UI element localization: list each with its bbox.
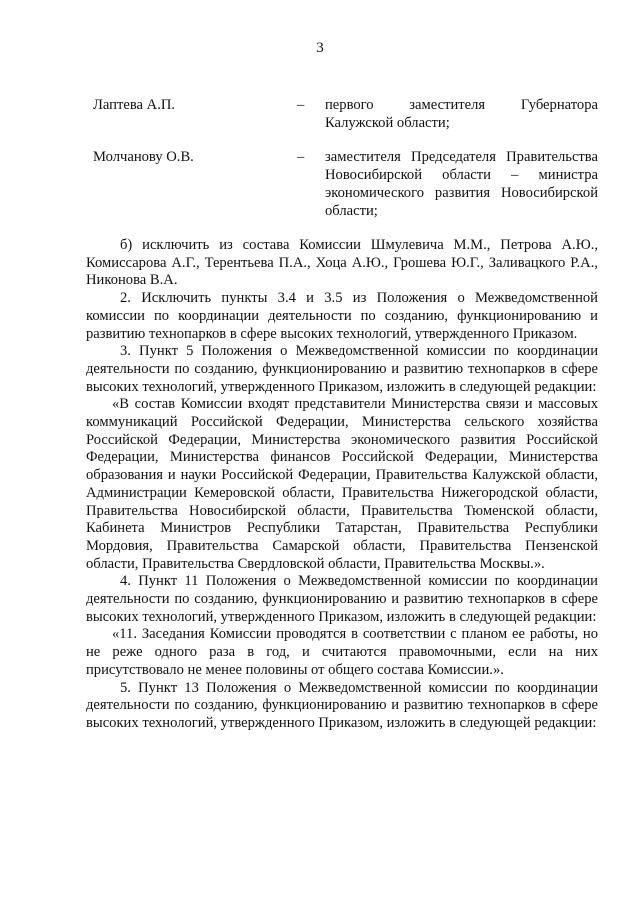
member-role: первого заместителя Губернатора Калужской области; [325, 97, 598, 131]
paragraph-item-5: 5. Пункт 13 Положения о Межведомственной комиссии по координации деятельности по созданию, функционированию и развитию технопарков в сфере высоких технологий, утвержденного Приказом, изложить в следующей редакции: [86, 679, 598, 731]
member-name: Молчанову О.В. [93, 149, 194, 165]
quoted-clause-11: «11. Заседания Комиссии проводятся в соответствии с планом ее работы, но не реже одного раза в год, и считаются правомочными, если на них присутствовало не менее половины от общего состава Комиссии.». [86, 626, 598, 678]
quoted-clause-5: «В состав Комиссии входят представители Министерства связи и массовых коммуникаций Российской Федерации, Министерства сельского хозяйства Российской Федерации, Министерства экономического развития Российской Федерации, Министерства финансов Российской Федерации, Министерства образования и науки Российской Федерации, Правительства Калужской области, Администрации Кемеровской области, Правительства Нижегородской области, Правительства Новосибирской области, Правительства Тюменской области, Кабинета Министров Республики Татарстан, Правительства Республики Мордовия, Правительства Самарской области, Правительства Пензенской области, Правительства Свердловской области, Правительства Москвы.». [86, 396, 598, 572]
document-body [86, 237, 598, 733]
paragraph-exclude-members: б) исключить из состава Комиссии Шмулевича М.М., Петрова А.Ю., Комиссарова А.Г., Терентьева П.А., Хоца А.Ю., Грошева Ю.Г., Заливацкого Р.А., Никонова В.А. [86, 237, 598, 289]
paragraph-item-2: 2. Исключить пункты 3.4 и 3.5 из Положения о Межведомственной комиссии по координации деятельности по созданию, функционированию и развитию технопарков в сфере высоких технологий, утвержденного Приказом. [86, 290, 598, 342]
paragraph-item-4: 4. Пункт 11 Положения о Межведомственной комиссии по координации деятельности по созданию, функционированию и развитию технопарков в сфере высоких технологий, утвержденного Приказом, изложить в следующей редакции: [86, 573, 598, 625]
member-dash: – [297, 97, 305, 113]
member-role: заместителя Председателя Правительства Новосибирской области – министра экономического развития Новосибирской области; [325, 149, 598, 219]
member-name: Лаптева А.П. [93, 97, 176, 113]
paragraph-item-3: 3. Пункт 5 Положения о Межведомственной комиссии по координации деятельности по созданию, функционированию и развитию технопарков в сфере высоких технологий, утвержденного Приказом, изложить в следующей редакции: [86, 343, 598, 395]
member-dash: – [297, 149, 305, 165]
page-number: 3 [316, 40, 324, 56]
